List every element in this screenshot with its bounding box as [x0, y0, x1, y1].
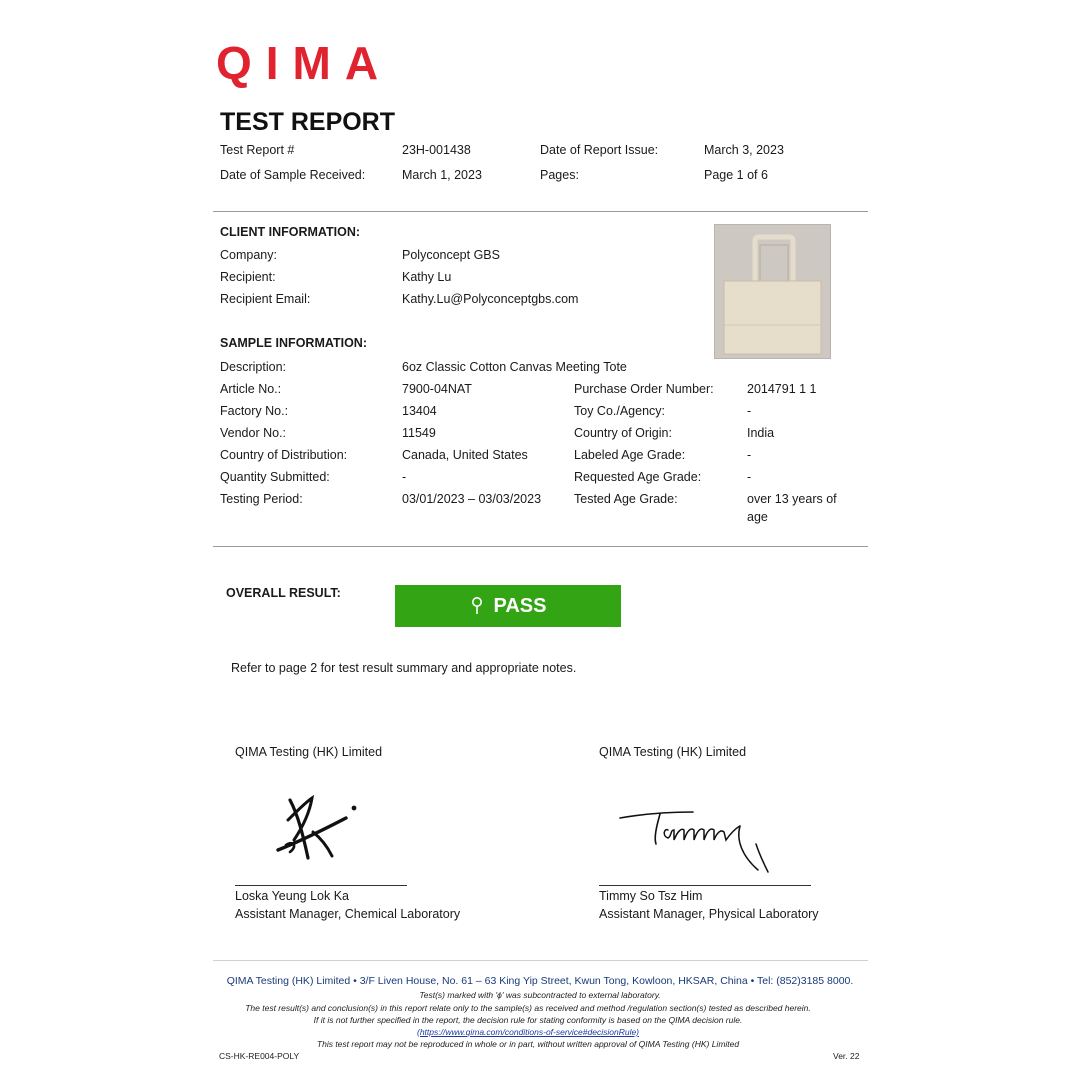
result-value: PASS	[493, 594, 547, 617]
sample-right-value: -	[747, 470, 752, 484]
sample-right-label: Tested Age Grade:	[574, 492, 678, 506]
signature-left	[268, 790, 368, 865]
result-label: OVERALL RESULT:	[226, 586, 341, 600]
report-no: 23H-001438	[402, 143, 471, 157]
report-no-label: Test Report #	[220, 143, 295, 157]
divider	[213, 546, 868, 547]
decision-rule-link[interactable]: (https://www.qima.com/conditions-of-service#decisionRule)	[416, 1027, 640, 1037]
received-label: Date of Sample Received:	[220, 168, 366, 182]
footer-address: QIMA Testing (HK) Limited • 3/F Liven House, No. 61 – 63 King Yip Street, Kwun Tong, Kowloon, HKSAR, China • Tel: (852)3185 8000.	[226, 975, 854, 987]
sample-left-label: Factory No.:	[220, 404, 289, 418]
signatory-role: Assistant Manager, Physical Laboratory	[599, 907, 819, 921]
recipient-label: Recipient:	[220, 270, 276, 284]
sample-left-label: Vendor No.:	[220, 426, 287, 440]
sample-right-value: -	[747, 448, 752, 462]
issue-date: March 3, 2023	[704, 143, 784, 157]
result-note: Refer to page 2 for test result summary and appropriate notes.	[231, 661, 577, 675]
signatory-org: QIMA Testing (HK) Limited	[235, 745, 383, 759]
signature-right	[618, 800, 778, 875]
page-title: TEST REPORT	[220, 108, 396, 136]
sample-right-label: Purchase Order Number:	[574, 382, 714, 396]
sample-left-value: 03/01/2023 – 03/03/2023	[402, 492, 542, 506]
pages-value: Page 1 of 6	[704, 168, 768, 182]
recipient-value: Kathy Lu	[402, 270, 452, 284]
footer-note: The test result(s) and conclusion(s) in this report relate only to the sample(s) as received and method /regulation section(s) tested as described herein.	[245, 1003, 811, 1013]
sample-right-label: Country of Origin:	[574, 426, 672, 440]
company-value: Polyconcept GBS	[402, 248, 500, 262]
sample-left-label: Country of Distribution:	[220, 448, 348, 462]
qima-logo: QIMA	[216, 37, 393, 89]
footer-note: This test report may not be reproduced in whole or in part, without written approval of QIMA Testing (HK) Limited	[316, 1039, 740, 1049]
sample-right-label: Requested Age Grade:	[574, 470, 702, 484]
sample-left-label: Quantity Submitted:	[220, 470, 330, 484]
sample-heading: SAMPLE INFORMATION:	[220, 336, 367, 350]
sample-right-value-cont: age	[747, 510, 768, 524]
sample-right-value: -	[747, 404, 752, 418]
signatory-role: Assistant Manager, Chemical Laboratory	[235, 907, 461, 921]
email-label: Recipient Email:	[220, 292, 311, 306]
sample-left-label: Testing Period:	[220, 492, 303, 506]
sample-right-label: Toy Co./Agency:	[574, 404, 666, 418]
sample-right-label: Labeled Age Grade:	[574, 448, 686, 462]
signature-line	[599, 885, 811, 886]
description-label: Description:	[220, 360, 286, 374]
issue-date-label: Date of Report Issue:	[540, 143, 659, 157]
email-value: Kathy.Lu@Polyconceptgbs.com	[402, 292, 579, 306]
sample-left-value: 13404	[402, 404, 437, 418]
footer-note: If it is not further specified in the report, the decision rule for stating conformity is based on the QIMA decision rule.	[313, 1015, 743, 1025]
product-photo	[714, 224, 831, 359]
signature-line	[235, 885, 407, 886]
document-code: CS-HK-RE004-POLY	[219, 1051, 300, 1061]
pass-badge	[395, 585, 621, 627]
description-value: 6oz Classic Cotton Canvas Meeting Tote	[402, 360, 627, 374]
sample-right-value: 2014791 1 1	[747, 382, 817, 396]
client-heading: CLIENT INFORMATION:	[220, 225, 361, 239]
sample-left-value: 11549	[402, 426, 436, 440]
company-label: Company:	[220, 248, 277, 262]
signatory-org: QIMA Testing (HK) Limited	[599, 745, 747, 759]
pages-label: Pages:	[540, 168, 579, 182]
sample-left-label: Article No.:	[220, 382, 282, 396]
sample-left-value: -	[402, 470, 407, 484]
footer-note: Test(s) marked with 'ϕ' was subcontracted to external laboratory.	[419, 990, 661, 1000]
divider	[213, 960, 868, 961]
received-date: March 1, 2023	[402, 168, 482, 182]
signatory-name: Loska Yeung Lok Ka	[235, 889, 349, 903]
sample-right-value: India	[747, 426, 775, 440]
signatory-name: Timmy So Tsz Him	[599, 889, 703, 903]
sample-left-value: Canada, United States	[402, 448, 528, 462]
sample-left-value: 7900-04NAT	[402, 382, 472, 396]
sample-right-value: over 13 years of	[747, 492, 837, 506]
pin-icon	[470, 596, 484, 616]
version: Ver. 22	[833, 1051, 860, 1061]
divider	[213, 211, 868, 212]
